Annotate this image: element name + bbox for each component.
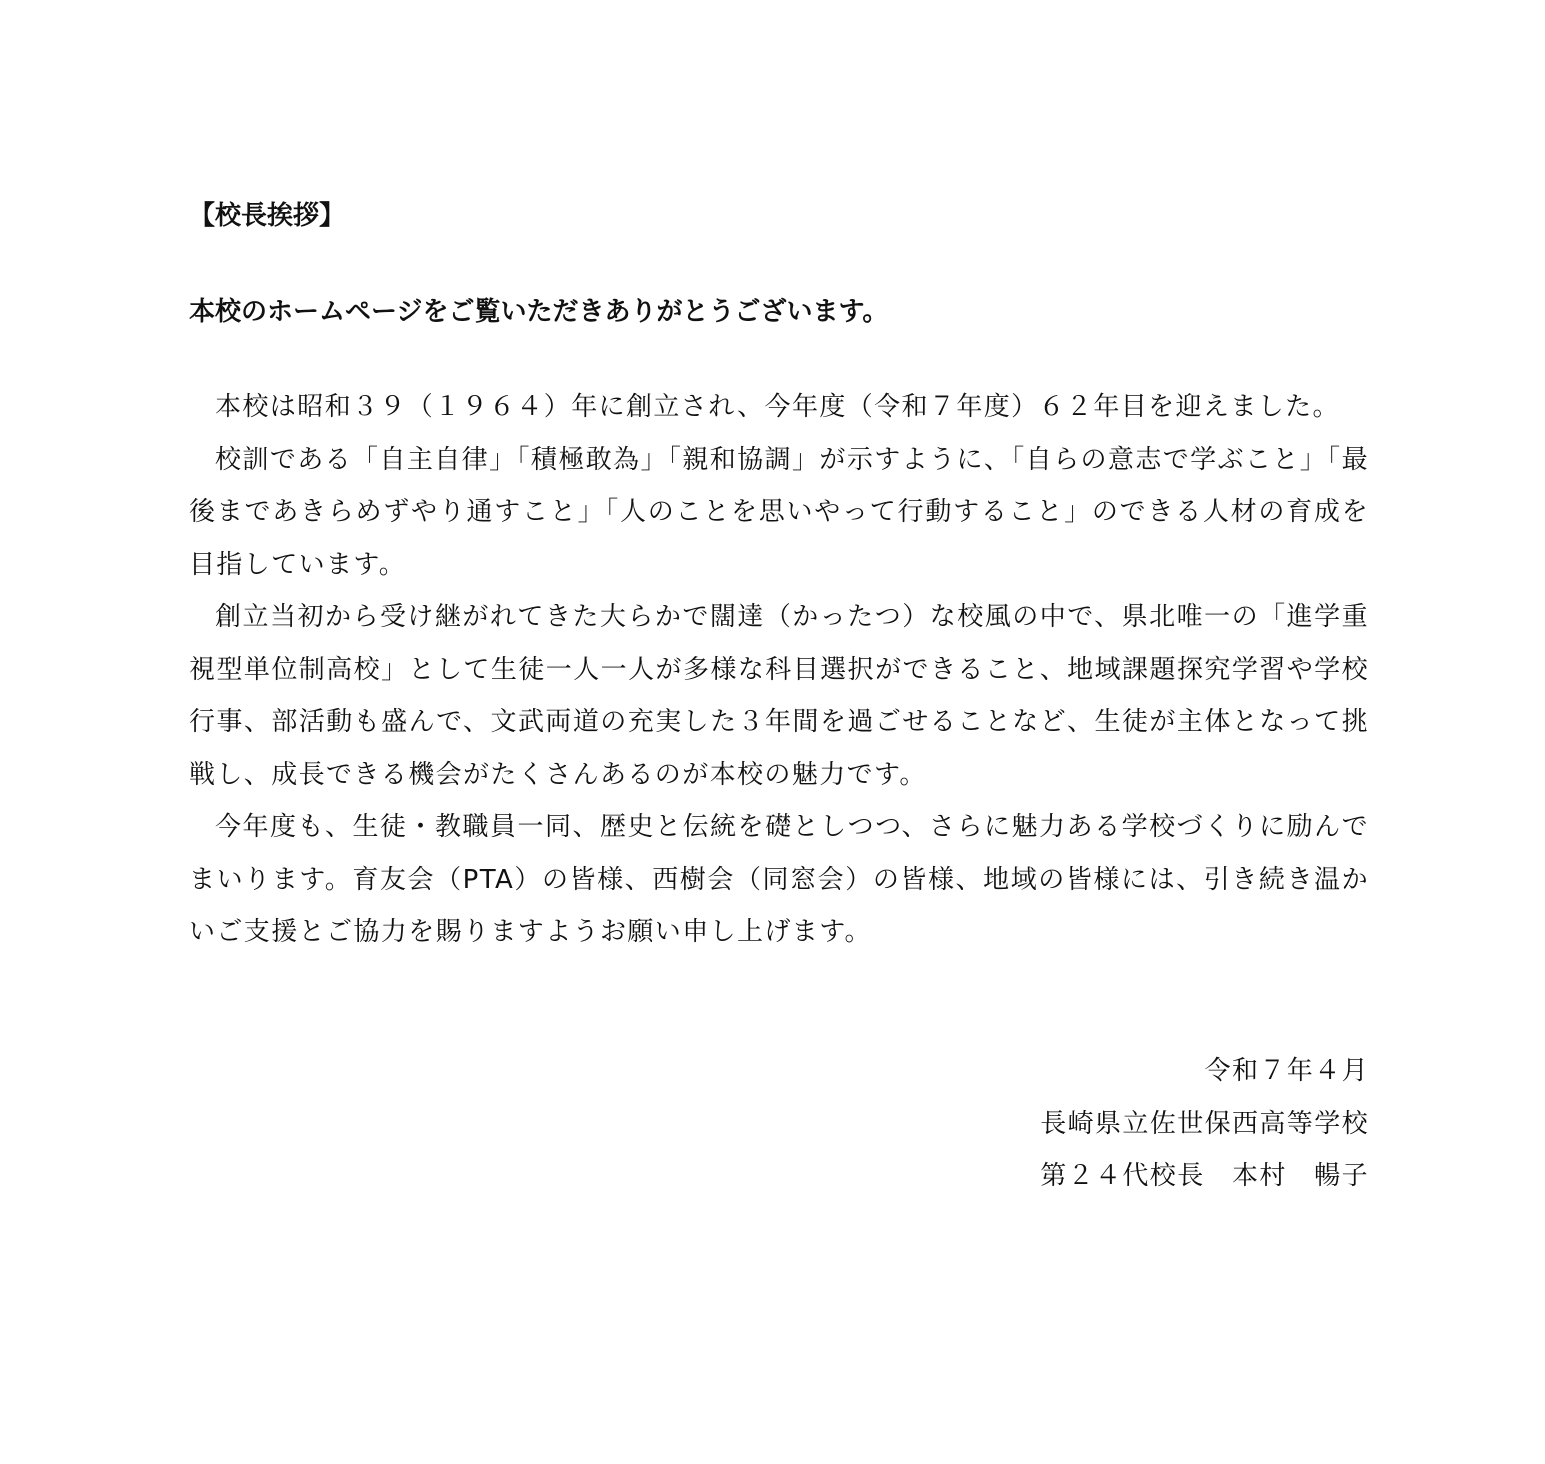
paragraph-founding: 本校は昭和３９（１９６４）年に創立され、今年度（令和７年度）６２年目を迎えました。 [215,392,1340,422]
page-title: 【校長挨拶】 [189,201,346,231]
document-content [189,193,1369,959]
signature-date: 令和７年４月 [1204,1056,1369,1086]
greeting-line: 本校のホームページをご覧いただきありがとうございます。 [189,297,889,327]
message-body [189,381,1369,959]
signature-principal: 第２４代校長 本村 暢子 [1040,1161,1369,1191]
signature-block [1040,1045,1369,1203]
paragraph-closing: 今年度も、生徒・教職員一同、歴史と伝統を礎としつつ、さらに魅力ある学校づくりに励んでまいります。育友会（PTA）の皆様、西樹会（同窓会）の皆様、地域の皆様には、引き続き温かいご支援とご協力を賜りますようお願い申し上げます。 [189,812,1369,947]
paragraph-school-motto: 校訓である「自主自律」「積極敢為」「親和協調」が示すように、「自らの意志で学ぶこと」「最後まであきらめずやり通すこと」「人のことを思いやって行動すること」のできる人材の育成を目指しています。 [189,444,1369,580]
paragraph-school-appeal: 創立当初から受け継がれてきた大らかで闊達（かったつ）な校風の中で、県北唯一の「進学重視型単位制高校」として生徒一人一人が多様な科目選択ができること、地域課題探究学習や学校行事、部活動も盛んで、文武両道の充実した３年間を過ごせることなど、生徒が主体となって挑戦し、成長できる機会がたくさんあるのが本校の魅力です。 [189,602,1369,790]
signature-school: 長崎県立佐世保西高等学校 [1040,1108,1369,1139]
